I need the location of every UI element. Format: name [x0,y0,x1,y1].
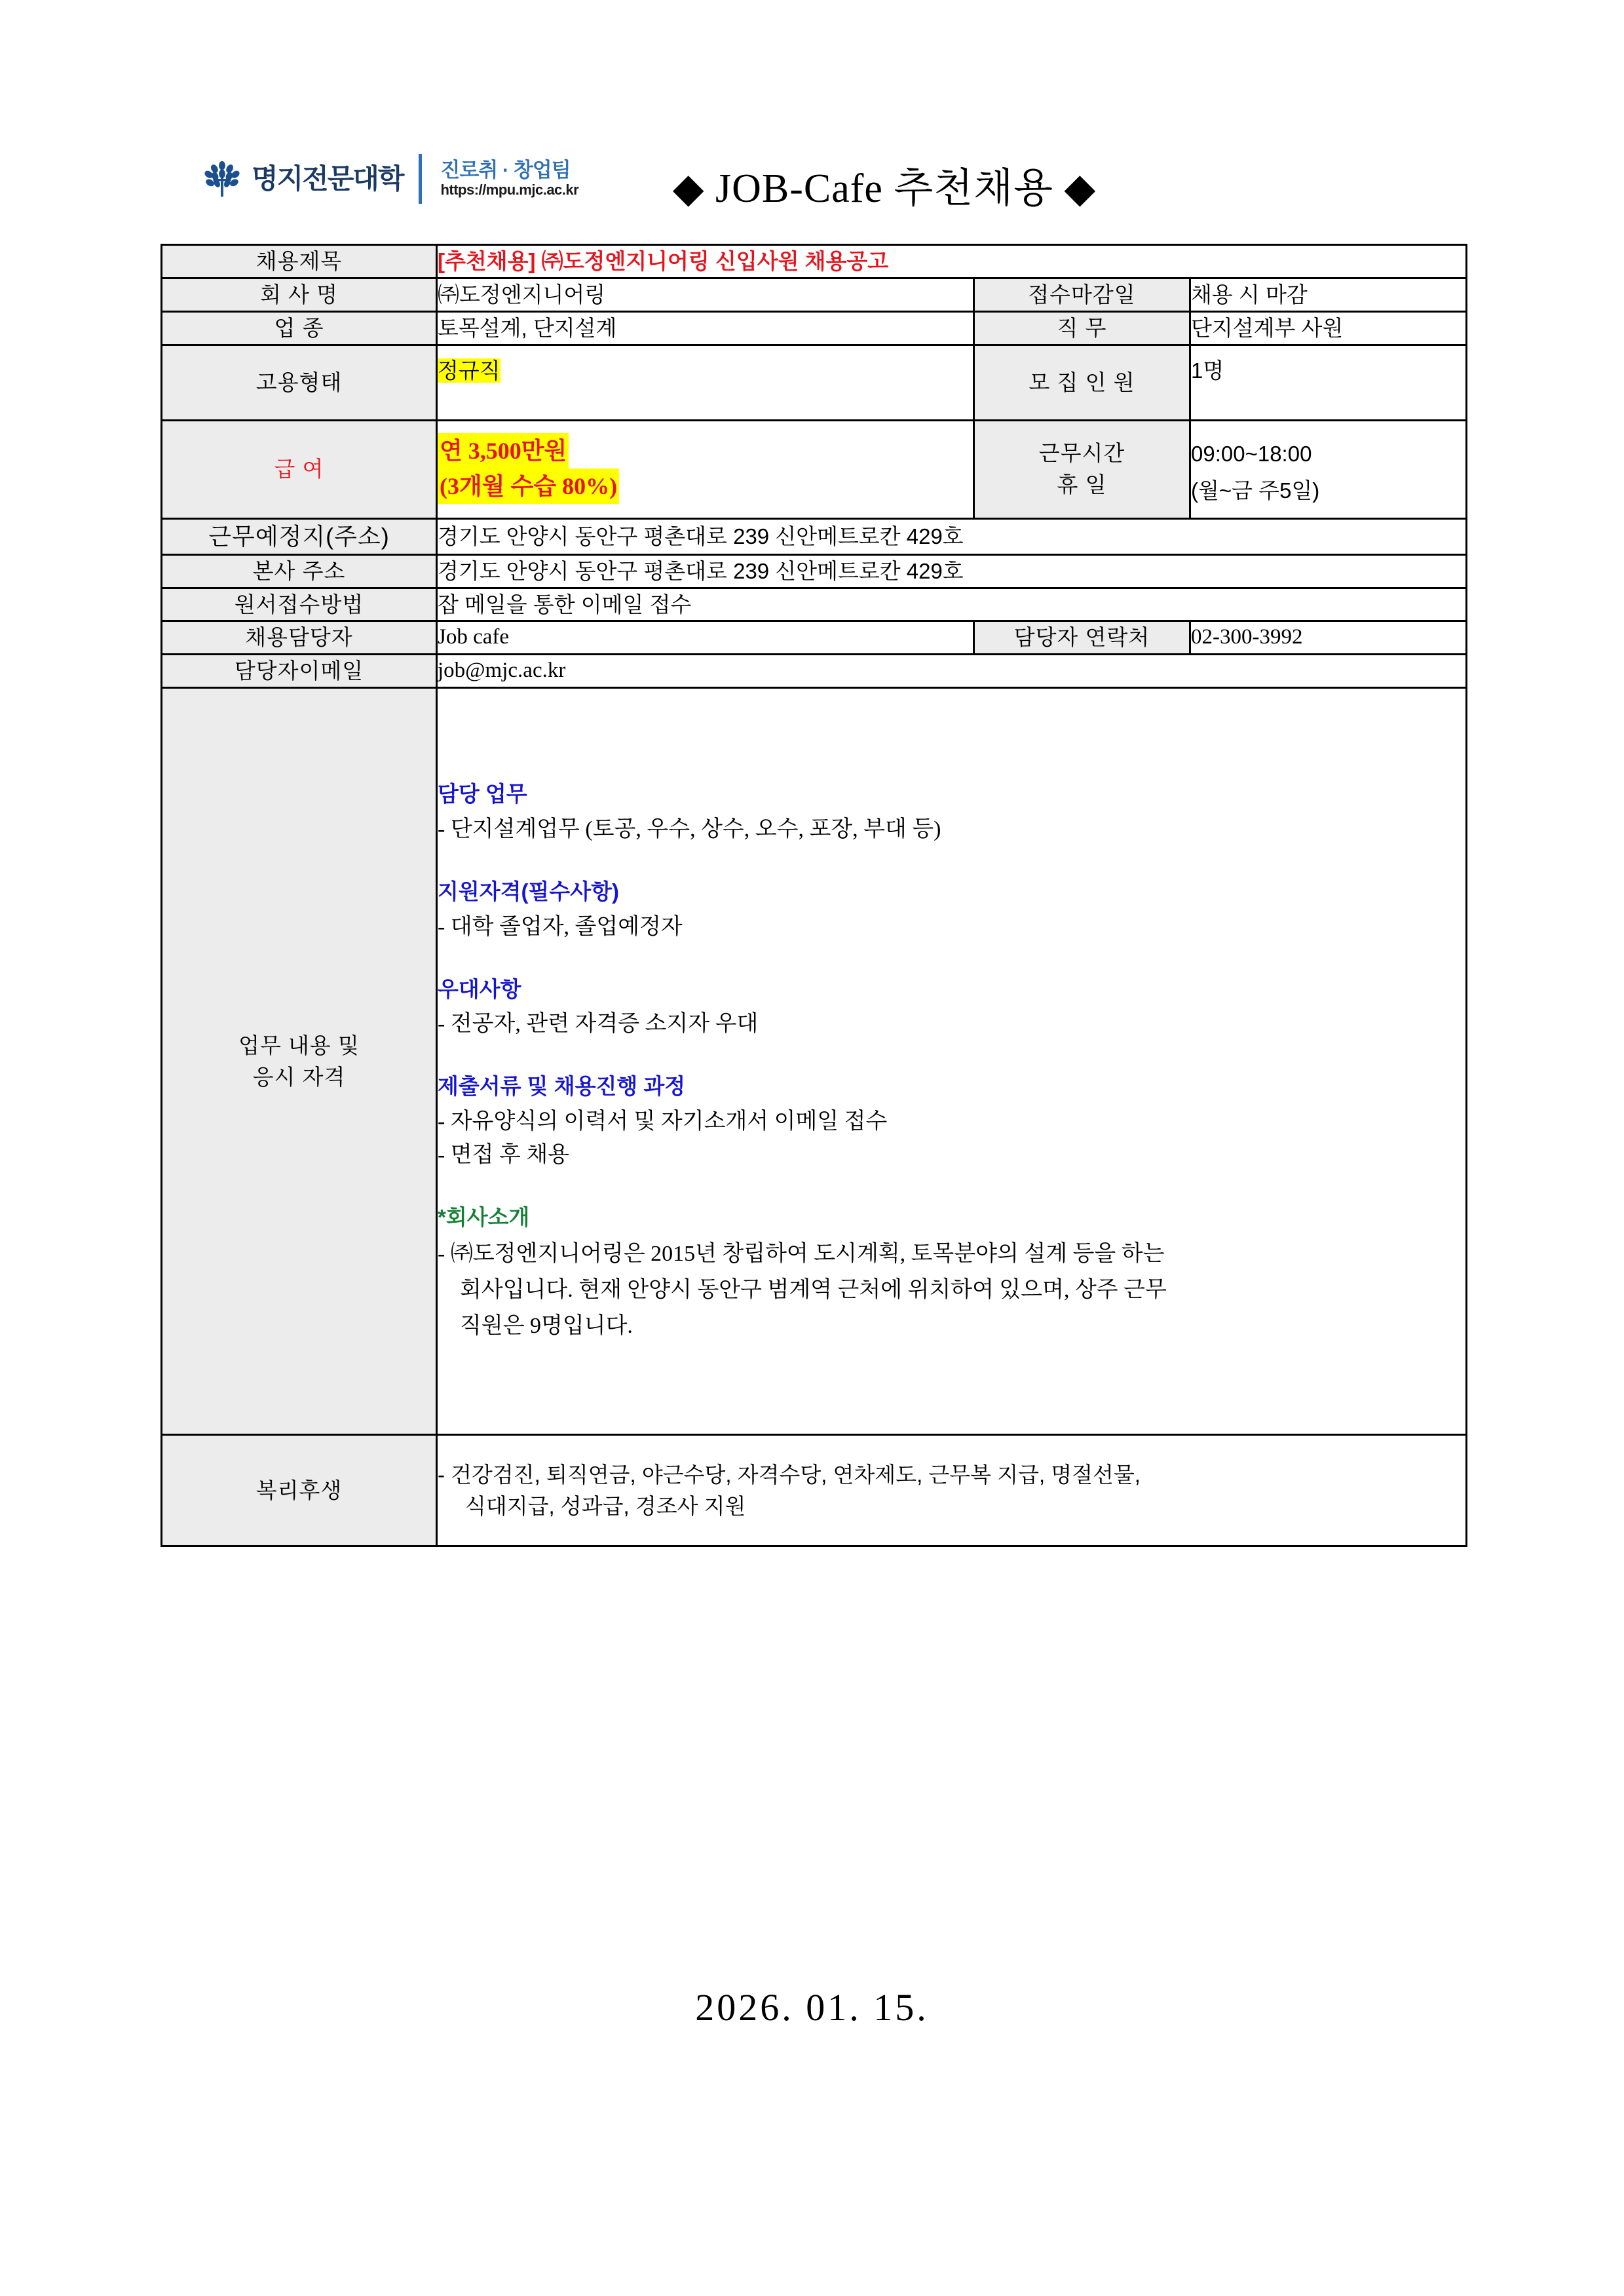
value-apply-method: 잡 메일을 통한 이메일 접수 [437,588,1467,621]
value-employment-type: 정규직 [438,358,500,383]
team-block [440,159,578,198]
label-work-hours [974,420,1190,518]
value-salary-cell [437,420,974,518]
section-line-duties-1: - 단지설계업무 (토공, 우수, 상수, 오수, 포장, 부대 등) [438,816,941,841]
value-company-name: ㈜도정엔지니어링 [437,278,974,311]
tree-logo-icon [202,159,242,199]
section-line-qualification-1: - 대학 졸업자, 졸업예정자 [438,914,683,939]
document-date: 2026. 01. 15. [695,1986,929,2029]
value-recruit-title: [추천채용] ㈜도정엔지니어링 신입사원 채용공고 [437,245,1467,278]
section-line-company-1: - ㈜도정엔지니어링은 2015년 창립하여 도시계획, 토목분야의 설계 등을 하는 [438,1242,1165,1267]
label-work-hours-line1: 근무시간 [1038,441,1125,466]
table-row-title [162,245,1467,278]
table-row-apply-method [162,588,1467,621]
label-salary: 급 여 [162,420,437,518]
section-line-company-2: 회사입니다. 현재 안양시 동안구 범계역 근처에 위치하여 있으며, 상주 근무 [460,1278,1167,1303]
value-manager: Job cafe [437,621,974,655]
value-industry: 토목설계, 단지설계 [437,311,974,345]
section-head-preferred: 우대사항 [438,976,521,1001]
label-employment-type: 고용형태 [162,345,437,420]
label-manager-contact: 담당자 연락처 [974,621,1190,655]
label-benefits: 복리후생 [162,1435,437,1546]
value-hq-address: 경기도 안양시 동안구 평촌대로 239 신안메트로칸 429호 [437,554,1467,588]
section-line-preferred-1: - 전공자, 관련 자격증 소지자 우대 [438,1012,759,1037]
section-head-documents: 제출서류 및 채용진행 과정 [438,1074,686,1099]
value-job-detail [437,688,1467,1435]
value-manager-email: job@mjc.ac.kr [437,655,1467,688]
table-row-benefits [162,1435,1467,1546]
value-manager-contact: 02-300-3992 [1190,621,1467,655]
table-row-company [162,278,1467,311]
value-benefits [437,1435,1467,1546]
label-company-name: 회 사 명 [162,278,437,311]
value-employment-type-cell [437,345,974,420]
page-header [0,147,1624,233]
value-worksite: 경기도 안양시 동안구 평촌대로 239 신안메트로칸 429호 [437,518,1467,554]
label-headcount: 모 집 인 원 [974,345,1190,420]
table-row-manager [162,621,1467,655]
section-gap [438,1041,1465,1071]
label-work-hours-line2: 휴 일 [1057,472,1107,497]
section-gap [438,944,1465,974]
table-row-industry [162,311,1467,345]
section-head-duties: 담당 업무 [438,781,527,806]
table-row-detail [162,688,1467,1435]
value-benefits-line2: 식대지급, 성과급, 경조사 지원 [465,1493,746,1518]
label-manager: 채용담당자 [162,621,437,655]
table-row-employment [162,345,1467,420]
team-url: https://mpu.mjc.ac.kr [440,182,579,199]
section-line-documents-1: - 자유양식의 이력서 및 자기소개서 이메일 접수 [438,1109,888,1134]
table-row-salary [162,420,1467,518]
table-row-worksite [162,518,1467,554]
section-head-company: *회사소개 [438,1205,530,1230]
table-row-email [162,655,1467,688]
label-worksite: 근무예정지(주소) [162,518,437,554]
label-position: 직 무 [974,311,1190,345]
table-row-hq [162,554,1467,588]
label-deadline: 접수마감일 [974,278,1190,311]
value-headcount: 1명 [1190,345,1467,420]
section-gap [438,1172,1465,1202]
page-title: ◆ JOB-Cafe 추천채용 ◆ [672,166,1097,211]
team-name: 진로취 · 창업팀 [440,159,571,182]
label-manager-email: 담당자이메일 [162,655,437,688]
value-work-days: (월~금 주5일) [1191,478,1320,503]
value-work-hours: 09:00~18:00 [1191,441,1312,466]
university-logo-block [202,154,578,204]
label-job-detail [162,688,437,1435]
value-salary-annual: 연 3,500만원 [438,433,569,469]
value-benefits-line1: - 건강검진, 퇴직연금, 야근수당, 자격수당, 연차제도, 근무복 지급, 명절선물, [438,1462,1141,1487]
value-work-hours-cell [1190,420,1467,518]
label-industry: 업 종 [162,311,437,345]
section-line-documents-2: - 면접 후 채용 [438,1143,570,1168]
section-gap [438,846,1465,876]
university-name: 명지전문대학 [252,163,404,194]
label-apply-method: 원서접수방법 [162,588,437,621]
section-head-qualification: 지원자격(필수사항) [438,879,620,904]
job-posting-table [161,244,1467,1547]
value-salary-probation: (3개월 수습 80%) [438,469,619,504]
label-hq-address: 본사 주소 [162,554,437,588]
value-position: 단지설계부 사원 [1190,311,1467,345]
value-deadline: 채용 시 마감 [1190,278,1467,311]
section-line-company-3: 직원은 9명입니다. [460,1314,633,1339]
label-recruit-title: 채용제목 [162,245,437,278]
label-job-detail-line2: 응시 자격 [252,1064,346,1089]
label-job-detail-line1: 업무 내용 및 [238,1033,360,1058]
logo-divider [419,154,422,204]
